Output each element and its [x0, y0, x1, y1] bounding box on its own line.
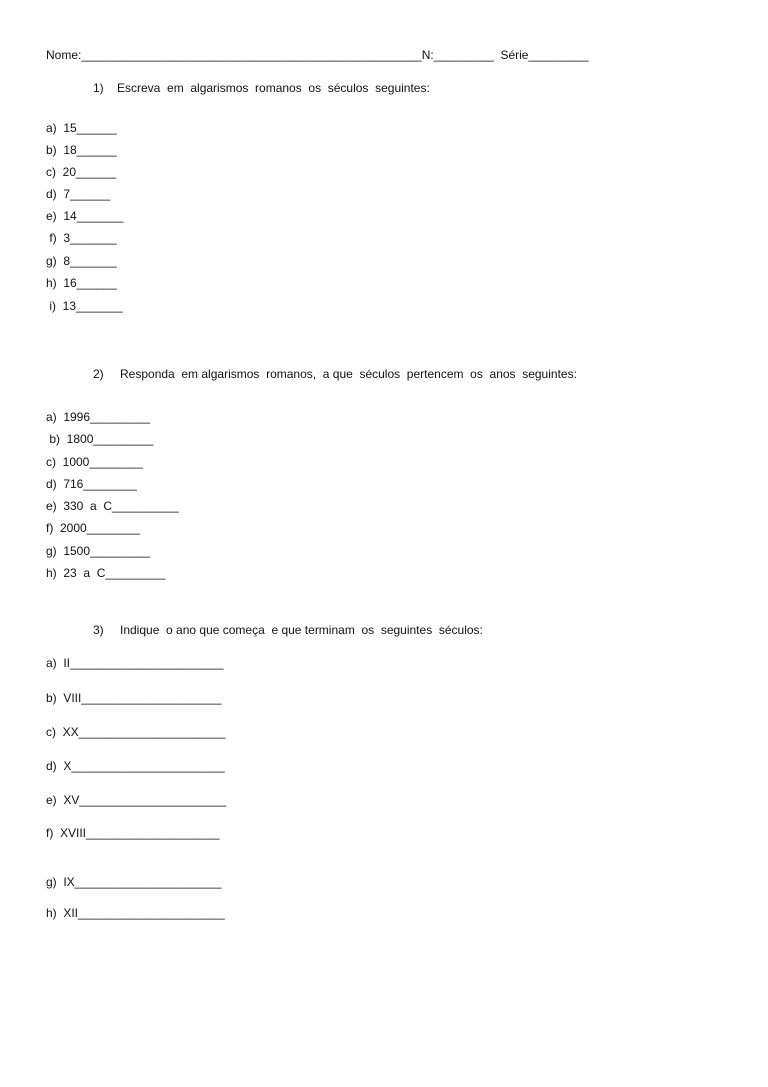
- q1-item-e: e) 14_______: [46, 209, 124, 223]
- header-line: Nome:___________________________________________________N:_________ Série_________: [46, 48, 589, 62]
- q1-item-i: i) 13_______: [46, 299, 123, 313]
- question-2-number: 2): [93, 367, 104, 381]
- q2-item-e: e) 330 a C__________: [46, 499, 179, 513]
- question-3-title: Indique o ano que começa e que terminam os seguintes séculos:: [120, 623, 483, 637]
- question-1-number: 1): [93, 81, 104, 95]
- q3-item-a: a) II_______________________: [46, 656, 224, 670]
- question-3-number: 3): [93, 623, 104, 637]
- q3-item-b: b) VIII_____________________: [46, 691, 222, 705]
- q3-item-f: f) XVIII____________________: [46, 826, 220, 840]
- q3-item-c: c) XX______________________: [46, 725, 226, 739]
- q1-item-f: f) 3_______: [46, 231, 117, 245]
- q2-item-g: g) 1500_________: [46, 544, 151, 558]
- question-2-title: Responda em algarismos romanos, a que séculos pertencem os anos seguintes:: [120, 367, 577, 381]
- q1-item-h: h) 16______: [46, 276, 117, 290]
- q1-item-g: g) 8_______: [46, 254, 117, 268]
- q1-item-a: a) 15______: [46, 121, 117, 135]
- q3-item-d: d) X_______________________: [46, 759, 225, 773]
- q2-item-h: h) 23 a C_________: [46, 566, 166, 580]
- q2-item-f: f) 2000________: [46, 521, 141, 535]
- q3-item-h: h) XII______________________: [46, 906, 225, 920]
- q2-item-a: a) 1996_________: [46, 410, 151, 424]
- q2-item-c: c) 1000________: [46, 455, 143, 469]
- q1-item-c: c) 20______: [46, 165, 117, 179]
- question-1-title: Escreva em algarismos romanos os séculos seguintes:: [117, 81, 430, 95]
- q3-item-e: e) XV______________________: [46, 793, 227, 807]
- q1-item-d: d) 7______: [46, 187, 111, 201]
- q2-item-d: d) 716________: [46, 477, 137, 491]
- q2-item-b: b) 1800_________: [46, 432, 154, 446]
- q1-item-b: b) 18______: [46, 143, 117, 157]
- q3-item-g: g) IX______________________: [46, 875, 222, 889]
